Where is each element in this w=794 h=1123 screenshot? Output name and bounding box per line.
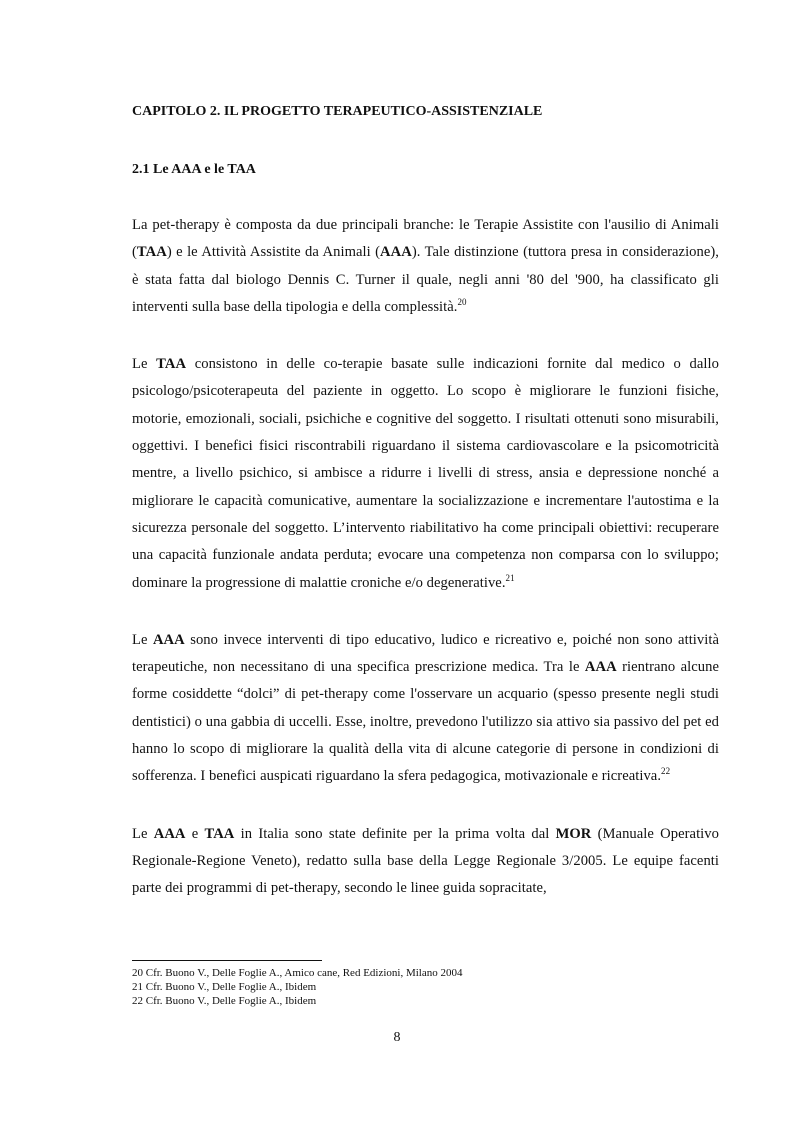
chapter-title: CAPITOLO 2. IL PROGETTO TERAPEUTICO-ASSISTENZIALE [132, 104, 543, 119]
text-run: La pet-therapy è composta da due principali branche: le Terapie Assistite con l'ausilio di Animali ( [132, 217, 719, 261]
bold-term: AAA [380, 244, 412, 261]
text-run: Le [132, 356, 157, 373]
text-run: in Italia sono state definite per la prima volta dal [234, 825, 556, 842]
text-run: Le [132, 631, 153, 648]
text-run: (Manuale Operativo Regionale-Regione Veneto), redatto sulla base della Legge Regionale 3/2005. Le equipe facenti parte dei programmi di pet-therapy, secondo le linee guida sopracitate, [132, 825, 719, 897]
footnote-20: 20 Cfr. Buono V., Delle Foglie A., Amico cane, Red Edizioni, Milano 2004 [132, 967, 463, 979]
text-run: Le [132, 825, 154, 842]
text-run: consistono in delle co-terapie basate sulle indicazioni fornite dal medico o dallo psicologo/psicoterapeuta del paziente in oggetto. Lo scopo è migliorare le funzioni fisiche, motorie, emozionali, sociali, psichiche e cognitive del soggetto. I risultati ottenuti sono misurabili, oggettivi. I benefici fisici riscontrabili riguardano il sistema cardiovascolare e la psicomotricità mentre, a livello psichico, si ambisce a ridurre i livelli di stress, ansia e depressione nonché a migliorare le capacità comunicative, aumentare la socializzazione e incrementare l'autostima e la sicurezza personale del soggetto. L’intervento riabilitativo ha come principali obiettivi: recuperare una capacità funzionale andata perduta; evocare una competenza non comparsa con lo sviluppo; dominare la progressione di malattie croniche e/o degenerative. [132, 356, 719, 591]
footnote-22: 22 Cfr. Buono V., Delle Foglie A., Ibidem [132, 995, 317, 1007]
footnotes [132, 966, 719, 1008]
footnote-ref: 22 [661, 766, 671, 777]
paragraph-4 [132, 821, 719, 903]
footnote-divider [132, 960, 322, 961]
page-content [132, 100, 719, 903]
bold-term: TAA [156, 356, 187, 373]
page-number: 8 [393, 1030, 401, 1045]
footnote-21: 21 Cfr. Buono V., Delle Foglie A., Ibidem [132, 981, 317, 993]
bold-term: AAA [152, 631, 185, 648]
paragraph-2 [132, 351, 719, 597]
bold-term: AAA [153, 825, 186, 842]
text-run: rientrano alcune forme cosiddette “dolci” di pet-therapy come l'osservare un acquario (spesso presente negli studi dentistici) o una gabbia di uccelli. Esse, inoltre, prevedono l'utilizzo sia attivo sia passivo del pet ed hanno lo scopo di migliorare la qualità della vita di alcune categorie di persone in condizioni di sofferenza. I benefici auspicati riguardano la sfera pedagogica, motivazionale e ricreativa. [132, 659, 720, 785]
bold-term: AAA [584, 659, 617, 676]
bold-term: TAA [136, 244, 167, 261]
text-run: ) e le Attività Assistite da Animali ( [166, 244, 381, 261]
footnote-ref: 20 [457, 297, 467, 308]
paragraph-3 [132, 627, 719, 791]
text-run: sono invece interventi di tipo educativo, ludico e ricreativo e, poiché non sono attività terapeutiche, non necessitano di una specifica prescrizione medica. Tra le [132, 631, 719, 676]
section-title: 2.1 Le AAA e le TAA [132, 162, 256, 177]
paragraph-1 [132, 212, 719, 321]
footnote-ref: 21 [505, 572, 515, 583]
bold-term: MOR [555, 825, 592, 842]
text-run: ). Tale distinzione (tuttora presa in considerazione), è stata fatta dal biologo Dennis C. Turner il quale, negli anni '80 del '900, ha classificato gli interventi sulla base della tipologia e della complessità. [132, 244, 720, 315]
bold-term: TAA [204, 825, 235, 842]
text-run: e [185, 825, 205, 842]
